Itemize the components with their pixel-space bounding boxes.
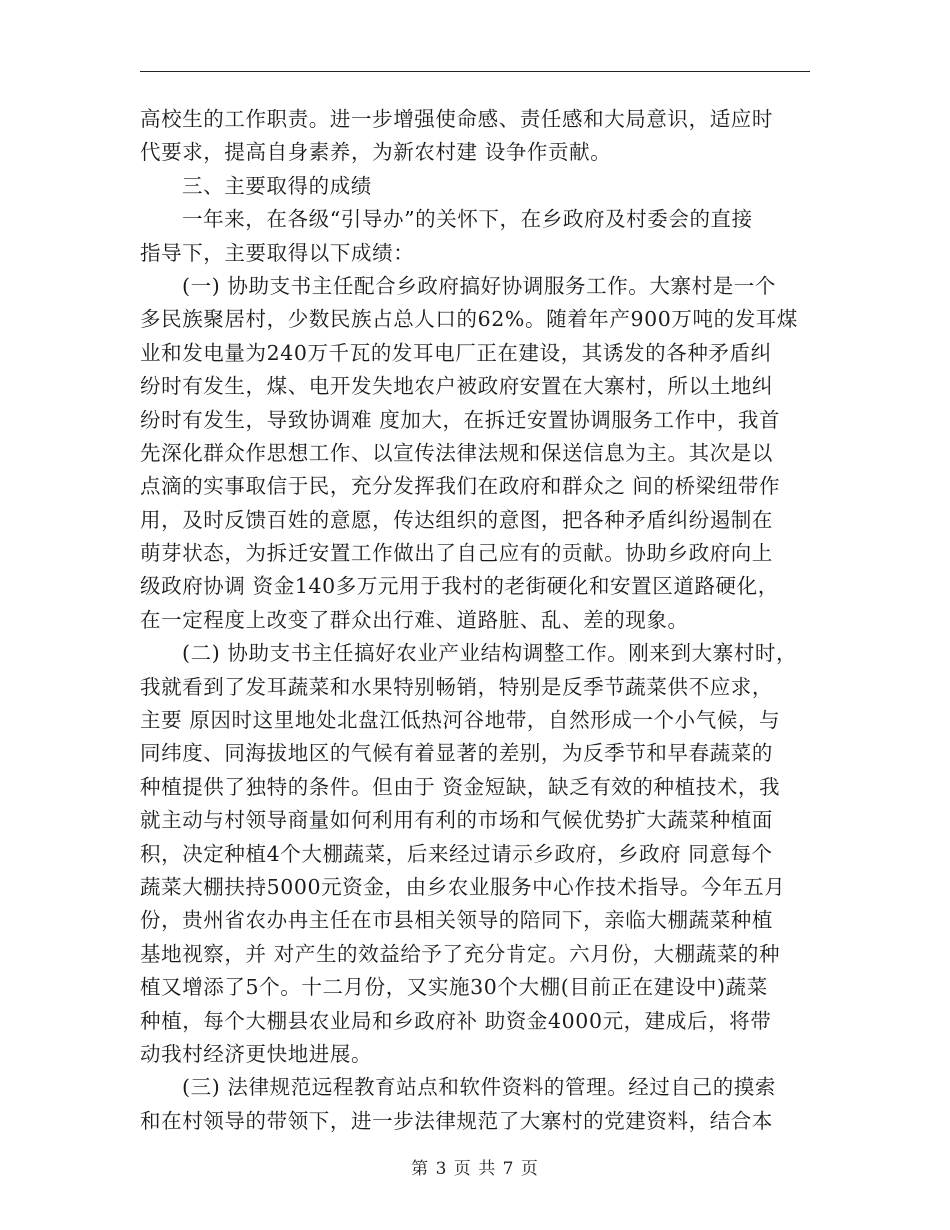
body-text bbox=[140, 103, 820, 1138]
text-line: 萌芽状态，为拆迁安置工作做出了自己应有的贡献。协助乡政府向上 bbox=[140, 541, 773, 566]
text-line: 和在村领导的带领下，进一步法律规范了大寨村的党建资料，结合本 bbox=[140, 1108, 773, 1133]
text-line: 高校生的工作职责。进一步增强使命感、责任感和大局意识，适应时 bbox=[140, 107, 773, 131]
text-line: 我就看到了发耳蔬菜和水果特别畅销，特别是反季节蔬菜供不应求， bbox=[140, 674, 773, 699]
text-line: 纷时有发生，导致协调难 度加大，在拆迁安置协调服务工作中，我首 bbox=[140, 407, 781, 432]
text-line: 一年来，在各级“引导办”的关怀下，在乡政府及村委会的直接 bbox=[182, 207, 753, 232]
text-line: 用，及时反馈百姓的意愿，传达组织的意图，把各种矛盾纠纷遏制在 bbox=[140, 507, 773, 532]
text-line: 业和发电量为240万千瓦的发耳电厂正在建设，其诱发的各种矛盾纠 bbox=[140, 340, 772, 365]
text-line: 基地视察，并 对产生的效益给予了充分肯定。六月份，大棚蔬菜的种 bbox=[140, 941, 781, 966]
text-line: 蔬菜大棚扶持5000元资金，由乡农业服务中心作技术指导。今年五月 bbox=[140, 874, 786, 899]
text-line: 纷时有发生，煤、电开发失地农户被政府安置在大寨村，所以土地纠 bbox=[140, 374, 773, 399]
text-line: 主要 原因时这里地处北盘江低热河谷地带，自然形成一个小气候，与 bbox=[140, 708, 781, 733]
text-line: (一) 协助支书主任配合乡政府搞好协调服务工作。大寨村是一个 bbox=[182, 273, 777, 298]
text-line: 种植，每个大棚县农业局和乡政府补 助资金4000元，建成后，将带 bbox=[140, 1008, 772, 1033]
text-line: 就主动与村领导商量如何利用有利的市场和气候优势扩大蔬菜种植面 bbox=[140, 808, 773, 833]
text-line: 动我村经济更快地进展。 bbox=[140, 1041, 373, 1066]
text-line: 同纬度、同海拔地区的气候有着显著的差别，为反季节和早春蔬菜的 bbox=[140, 741, 773, 766]
header-rule bbox=[140, 71, 810, 72]
text-line: 种植提供了独特的条件。但由于 资金短缺，缺乏有效的种植技术，我 bbox=[140, 774, 781, 799]
text-line: 点滴的实事取信于民，充分发挥我们在政府和群众之 间的桥梁纽带作 bbox=[140, 474, 781, 499]
text-line: (三) 法律规范远程教育站点和软件资料的管理。经过自己的摸索 bbox=[182, 1075, 777, 1100]
text-line: 植又增添了5个。十二月份，又实施30个大棚(目前正在建设中)蔬菜 bbox=[140, 975, 768, 1000]
text-line: 多民族聚居村，少数民族占总人口的62%。随着年产900万吨的发耳煤 bbox=[140, 307, 798, 332]
text-line: 代要求，提高自身素养，为新农村建 设争作贡献。 bbox=[140, 140, 612, 165]
text-line: 级政府协调 资金140多万元用于我村的老街硬化和安置区道路硬化， bbox=[140, 574, 779, 599]
text-line: 在一定程度上改变了群众出行难、道路脏、乱、差的现象。 bbox=[140, 607, 689, 632]
text-line: 先深化群众作思想工作、以宣传法律法规和保送信息为主。其次是以 bbox=[140, 440, 773, 465]
text-line: 三、主要取得的成绩 bbox=[182, 173, 372, 198]
page-footer: 第 3 页 共 7 页 bbox=[411, 1159, 539, 1179]
text-line: (二) 协助支书主任搞好农业产业结构调整工作。刚来到大寨村时， bbox=[182, 641, 798, 666]
text-line: 份，贵州省农办冉主任在市县相关领导的陪同下，亲临大棚蔬菜种植 bbox=[140, 908, 773, 933]
text-line: 积，决定种植4个大棚蔬菜，后来经过请示乡政府，乡政府 同意每个 bbox=[140, 841, 773, 866]
text-line: 指导下，主要取得以下成绩： bbox=[140, 240, 415, 265]
